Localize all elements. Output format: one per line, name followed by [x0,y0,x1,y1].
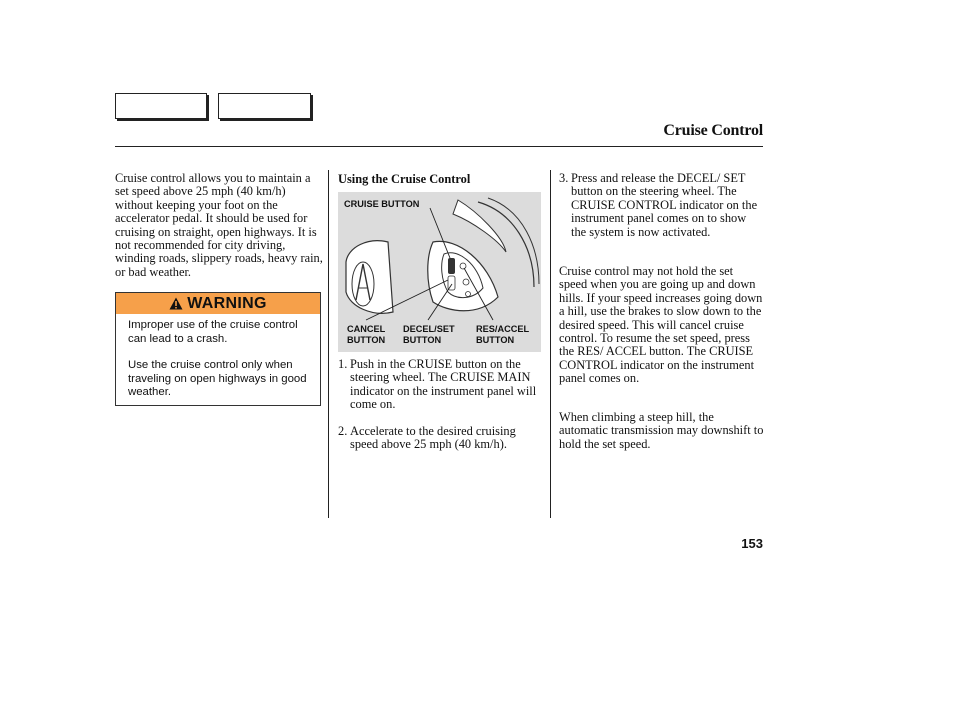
nav-tab-box-2[interactable] [218,93,311,119]
hills-paragraph: Cruise control may not hold the set speed when you are going up and down hills. If your speed increases going down a hill, use the brakes to slow down to the desired speed. This will cancel cruise control. To resume the set speed, press the RES/ ACCEL button. The CRUISE CONTROL indicator on the instrument panel comes on. [559,264,763,386]
cancel-label-line-1: CANCEL [347,324,386,334]
column-divider-1 [328,170,329,518]
res-label-line-1: RES/ACCEL [476,324,530,334]
decel-label-line-1: DECEL/SET [403,324,455,334]
warning-box [115,292,321,406]
warning-title: WARNING [187,294,267,312]
res-accel-button-label [476,324,529,346]
res-label-line-2: BUTTON [476,335,515,345]
step-2-number: 2. [338,424,348,438]
warning-text-2: Use the cruise control only when traveling on open highways in good weather. [128,359,307,399]
nav-tab-box-1[interactable] [115,93,207,119]
step-2-text: Accelerate to the desired cruising speed above 25 mph (40 km/h). [350,424,516,452]
decel-set-button-label [403,324,455,346]
intro-paragraph: Cruise control allows you to maintain a set speed above 25 mph (40 km/h) without keeping your foot on the accelerator pedal. It should be used for cruising on straight, open highways. It is not recommended for city driving, winding roads, slippery roads, heavy rain, or bad weather. [115,171,323,279]
steep-hill-paragraph: When climbing a steep hill, the automatic transmission may downshift to hold the set speed. [559,410,764,451]
page-number: 153 [741,536,763,551]
column-divider-2 [550,170,551,518]
step-3-number: 3. [559,171,569,185]
warning-text-1: Improper use of the cruise control can lead to a crash. [128,319,298,345]
cancel-button-label [347,324,385,346]
cruise-button-label: CRUISE BUTTON [344,199,420,209]
header-divider [115,146,763,147]
warning-header [116,293,320,314]
decel-label-line-2: BUTTON [403,335,442,345]
warning-triangle-icon [169,297,183,310]
step-1-number: 1. [338,357,348,371]
step-3-text: Press and release the DECEL/ SET button on the steering wheel. The CRUISE CONTROL indicator on the instrument panel comes on to show the system is now activated. [571,171,758,239]
section-title: Cruise Control [663,122,763,139]
steering-wheel-illustration [338,192,541,352]
cancel-label-line-2: BUTTON [347,335,386,345]
subsection-heading: Using the Cruise Control [338,172,471,186]
step-1-text: Push in the CRUISE button on the steering wheel. The CRUISE MAIN indicator on the instrument panel will come on. [350,357,537,412]
